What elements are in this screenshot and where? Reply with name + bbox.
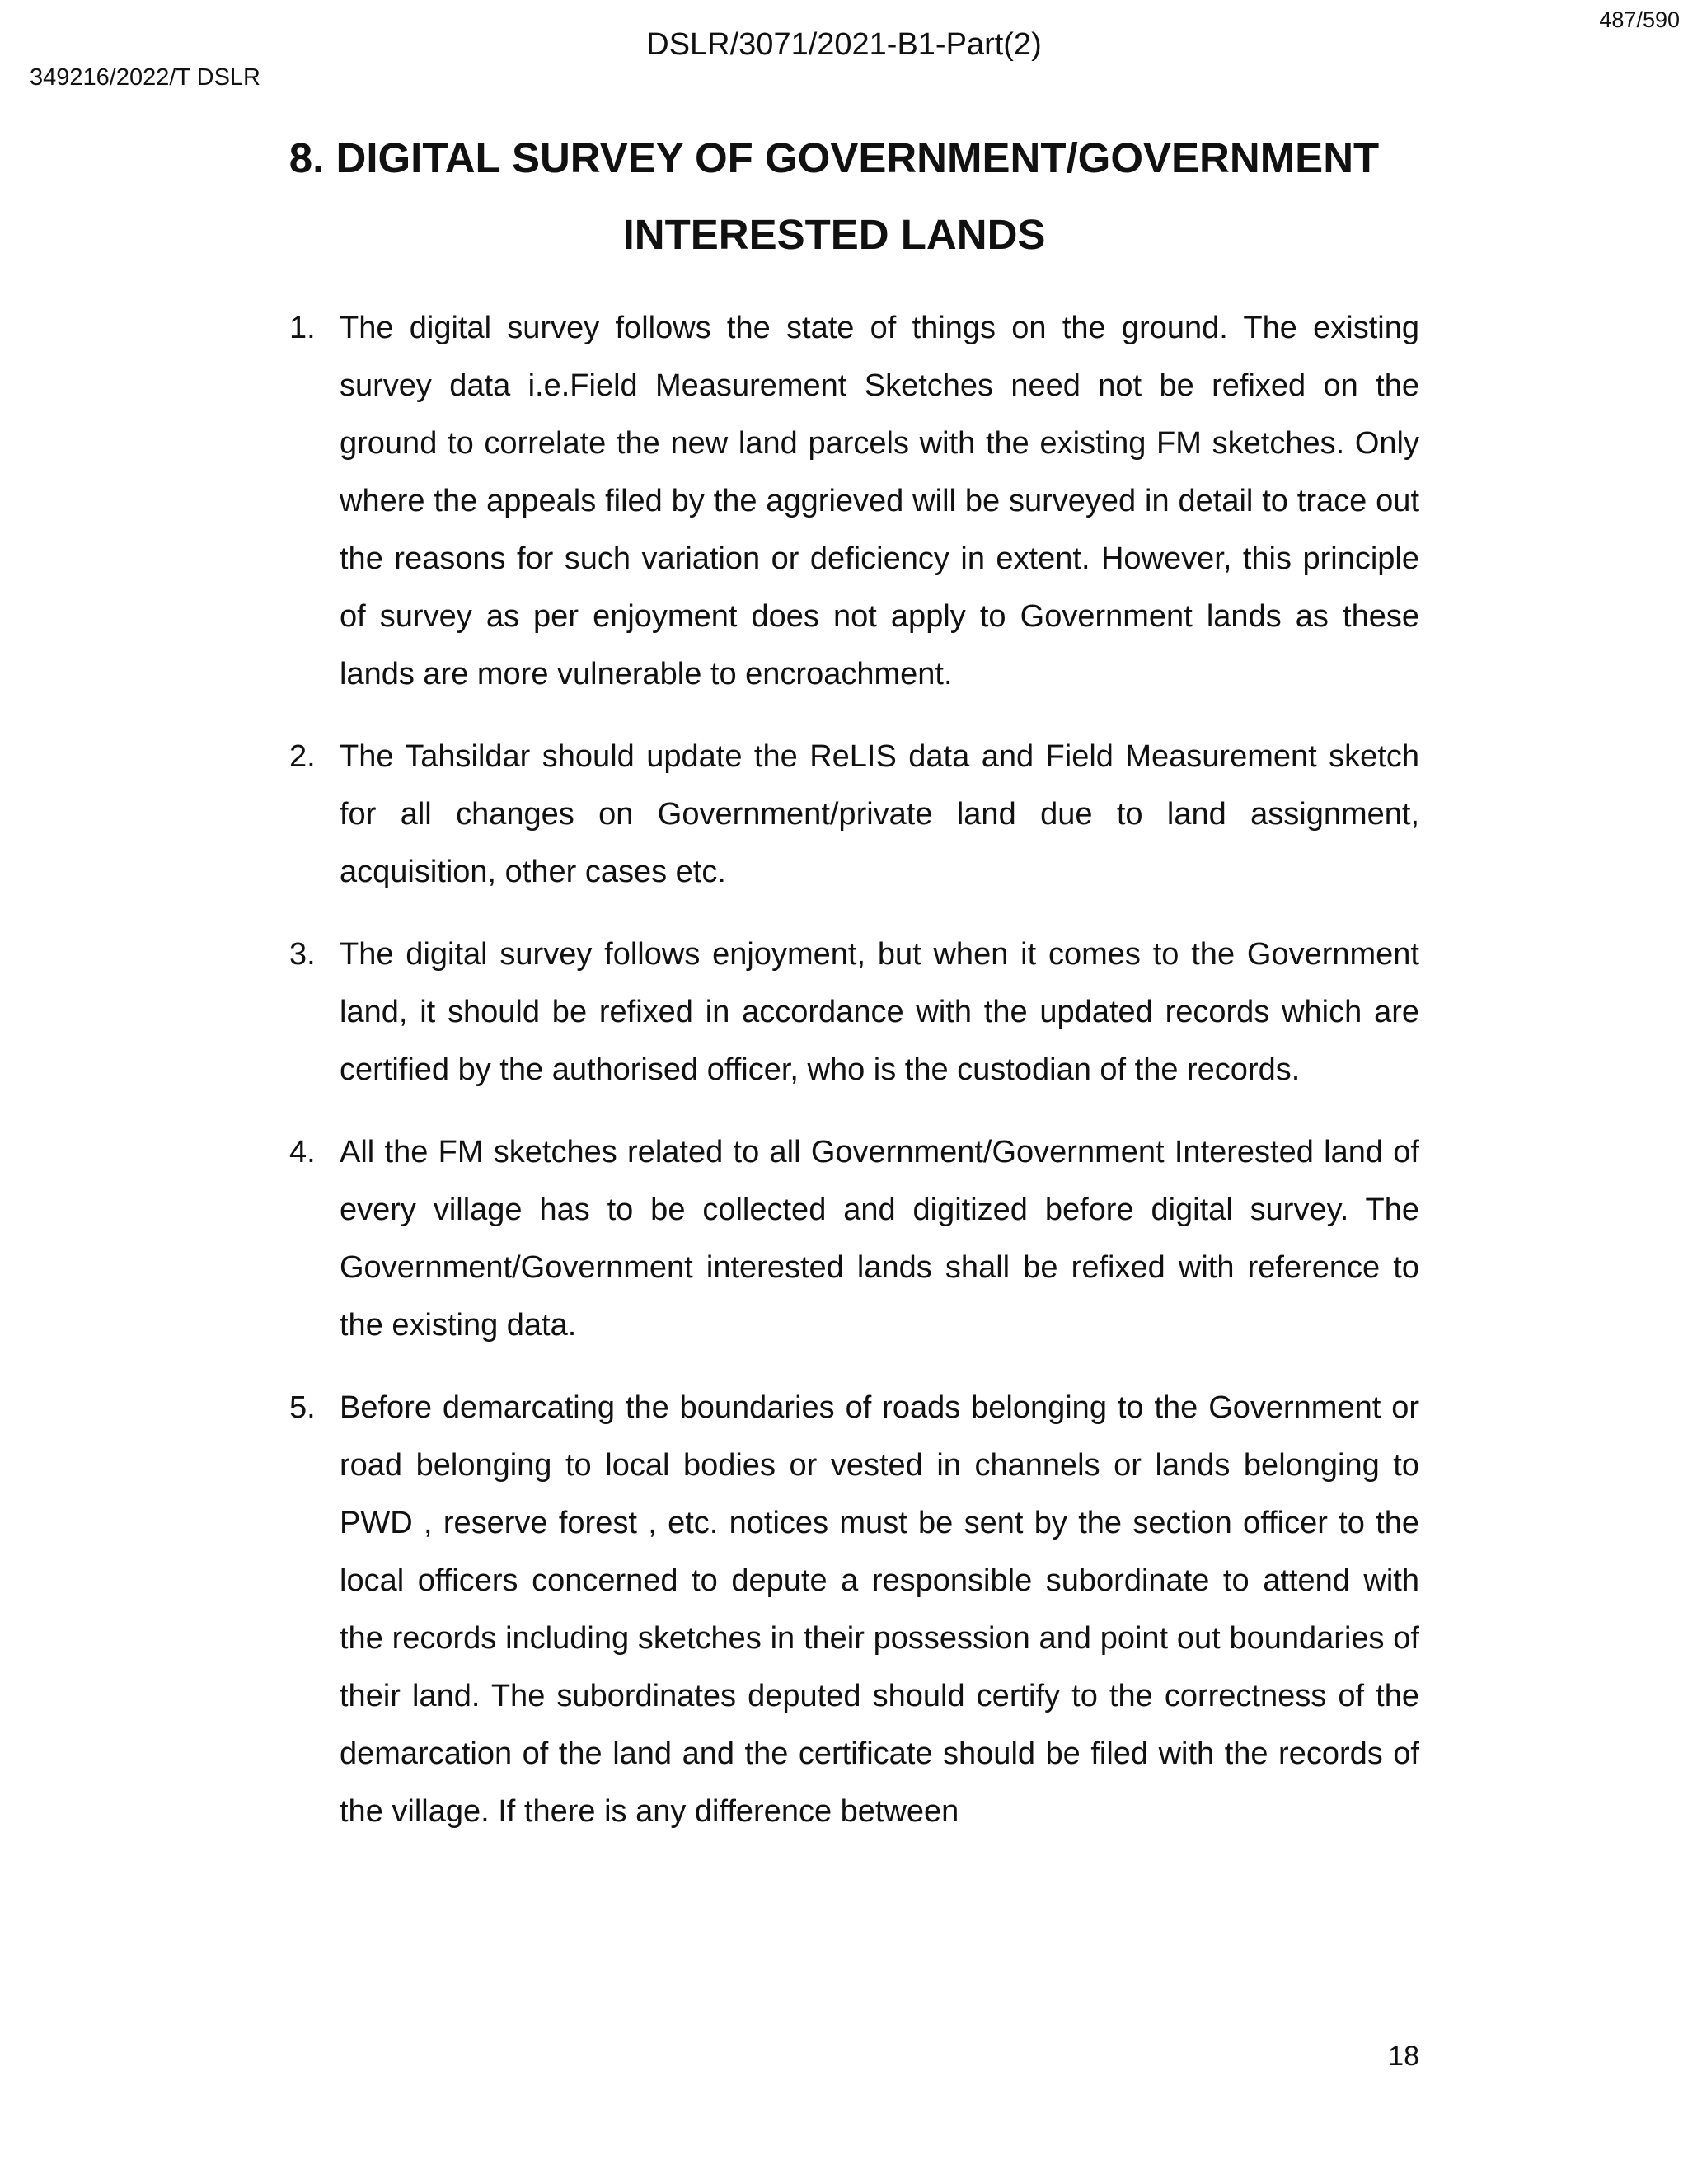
- section-title: 8. DIGITAL SURVEY OF GOVERNMENT/GOVERNMENT INTERESTED LANDS: [288, 134, 1380, 258]
- item-text: All the FM sketches related to all Government/Government Interested land of every village has to be collected and digitized before digital survey. The Government/Government interested lands shall be refixed with reference to the existing data.: [340, 1135, 1419, 1343]
- numbered-list: [284, 299, 1419, 1865]
- item-text: The digital survey follows the state of things on the ground. The existing survey data i.e.Field Measurement Sketches need not be refixed on the ground to correlate the new land parcels with the existing FM sketches. Only where the appeals filed by the aggrieved will be surveyed in detail to trace out the reasons for such variation or deficiency in extent. However, this principle of survey as per enjoyment does not apply to Government lands as these lands are more vulnerable to encroachment.: [340, 311, 1419, 691]
- list-item: [284, 728, 1419, 901]
- item-text: The Tahsildar should update the ReLIS data and Field Measurement sketch for all changes on Government/private land due to land assignment, acquisition, other cases etc.: [340, 739, 1419, 889]
- page-counter: 487/590: [1599, 7, 1680, 32]
- item-number: 2.: [289, 739, 316, 774]
- item-number: 4.: [289, 1135, 316, 1169]
- item-number: 1.: [289, 311, 316, 345]
- list-item: [284, 1123, 1419, 1354]
- list-item: [284, 299, 1419, 703]
- list-item: [284, 1379, 1419, 1840]
- item-text: Before demarcating the boundaries of roads belonging to the Government or road belonging to local bodies or vested in channels or lands belonging to PWD , reserve forest , etc. notices must be sent by the section officer to the local officers concerned to depute a responsible subordinate to attend with the records including sketches in their possession and point out boundaries of their land. The subordinates deputed should certify to the correctness of the demarcation of the land and the certificate should be filed with the records of the village. If there is any difference between: [340, 1390, 1419, 1829]
- list-item: [284, 926, 1419, 1099]
- receipt-number: 349216/2022/T DSLR: [30, 64, 261, 91]
- file-reference: DSLR/3071/2021-B1-Part(2): [646, 27, 1042, 62]
- page-number: 18: [1388, 2041, 1419, 2072]
- item-number: 5.: [289, 1390, 316, 1425]
- item-number: 3.: [289, 937, 316, 972]
- item-text: The digital survey follows enjoyment, but when it comes to the Government land, it should be refixed in accordance with the updated records which are certified by the authorised officer, who is the custodian of the records.: [340, 937, 1419, 1087]
